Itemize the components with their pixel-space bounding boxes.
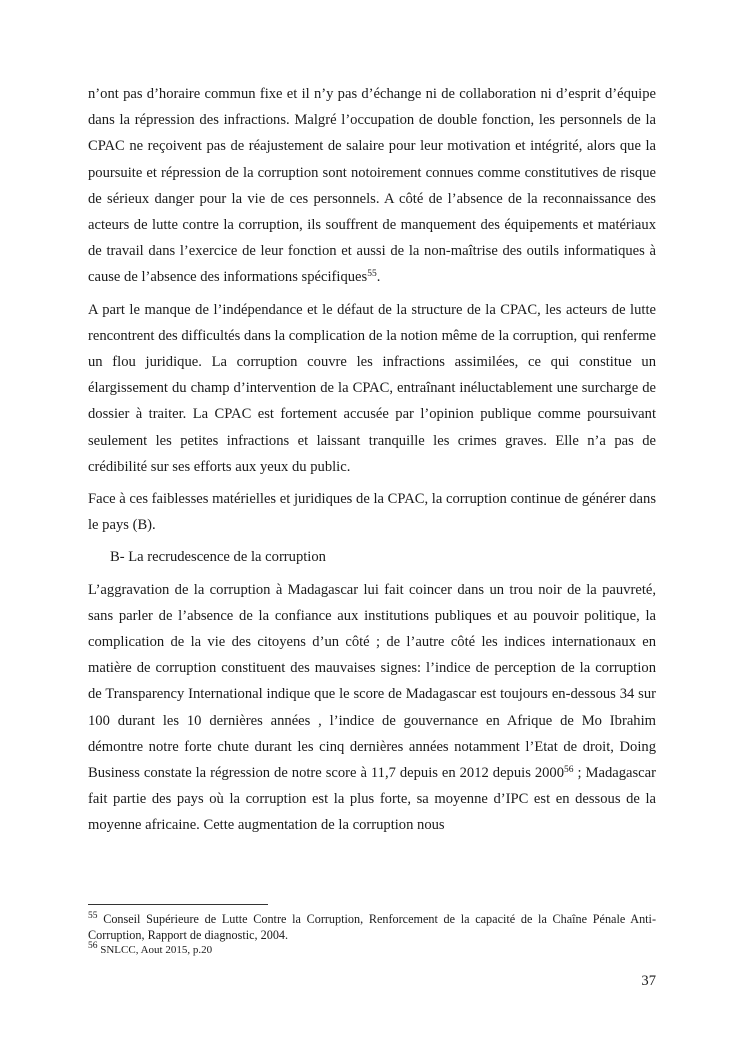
footnotes xyxy=(88,912,656,959)
footnote-55: $^{55}$ Conseil Supérieure de Lutte Contre la Corruption, Renforcement de la capacité de la Chaîne Pénale Anti-Corruption, Rapport de diagnostic, 2004. xyxy=(88,911,656,942)
paragraph-3: Face à ces faiblesses matérielles et juridiques de la CPAC, la corruption continue de générer dans le pays (B). xyxy=(88,491,656,534)
section-heading: B- La recrudescence de la corruption xyxy=(110,549,326,566)
page-number: 37 xyxy=(641,973,656,989)
body-text xyxy=(88,81,656,845)
footnote-ref-56[interactable]: 56 xyxy=(564,765,574,776)
paragraph-1: n’ont pas d’horaire commun fixe et il n’y pas d’échange ni de collaboration ni d’esprit d’équipe dans la répression des infractions. Malgré l’occupation de double fonction, les personnels de la CPAC ne reçoivent pas de réajustement de salaire pour leur motivation et intégrité, alors que la poursuite et répression de la corruption sont notoirement connues comme constitutives de risque de sérieux danger pour la vie de ces personnels. A côté de l’absence de la reconnaissance des acteurs de lutte contre la corruption, ils souffrent de manquement des équipements et matériaux de travail dans l’exercice de leur fonction et aussi de la non-maîtrise des outils informatiques à cause de l’absence des informations spécifiques$^{55}$. xyxy=(88,86,656,286)
footnote-separator xyxy=(88,904,268,905)
footnote-ref-55[interactable]: 55 xyxy=(367,269,377,280)
footnote-56: $^{56}$ SNLCC, Aout 2015, p.20 xyxy=(88,941,213,956)
paragraph-4: L’aggravation de la corruption à Madagascar lui fait coincer dans un trou noir de la pauvreté, sans parler de l’absence de la confiance aux institutions publiques et au pouvoir politique, la complication de la vie des citoyens d’un côté ; de l’autre côté les indices internationaux en matière de corruption constituent des mauvaises signes: l’indice de perception de la corruption de Transparency International indique que le score de Madagascar est toujours en-dessous 34 sur 100 durant les 10 dernières années , l’indice de gouvernance en Afrique de Mo Ibrahim démontre notre forte chute durant les cinq dernières années notamment l’Etat de droit, Doing Business constate la régression de notre score à 11,7 depuis en 2012 depuis 2000$^{56}$ ; Madagascar fait partie des pays où la corruption est la plus forte, sa moyenne d’IPC est en dessous de la moyenne africaine. Cette augmentation de la corruption nous xyxy=(88,581,656,834)
paragraph-2: A part le manque de l’indépendance et le défaut de la structure de la CPAC, les acteurs de lutte rencontrent des difficultés dans la complication de la notion même de la corruption, qui renferme un flou juridique. La corruption couvre les infractions assimilées, ce qui constitue un élargissement du champ d’intervention de la CPAC, entraînant inéluctablement une surcharge de dossier à traiter. La CPAC est fortement accusée par l’opinion publique comme poursuivant seulement les petites infractions et laissant tranquille les crimes graves. Elle n’a pas de crédibilité sur ses efforts aux yeux du public. xyxy=(88,301,656,475)
